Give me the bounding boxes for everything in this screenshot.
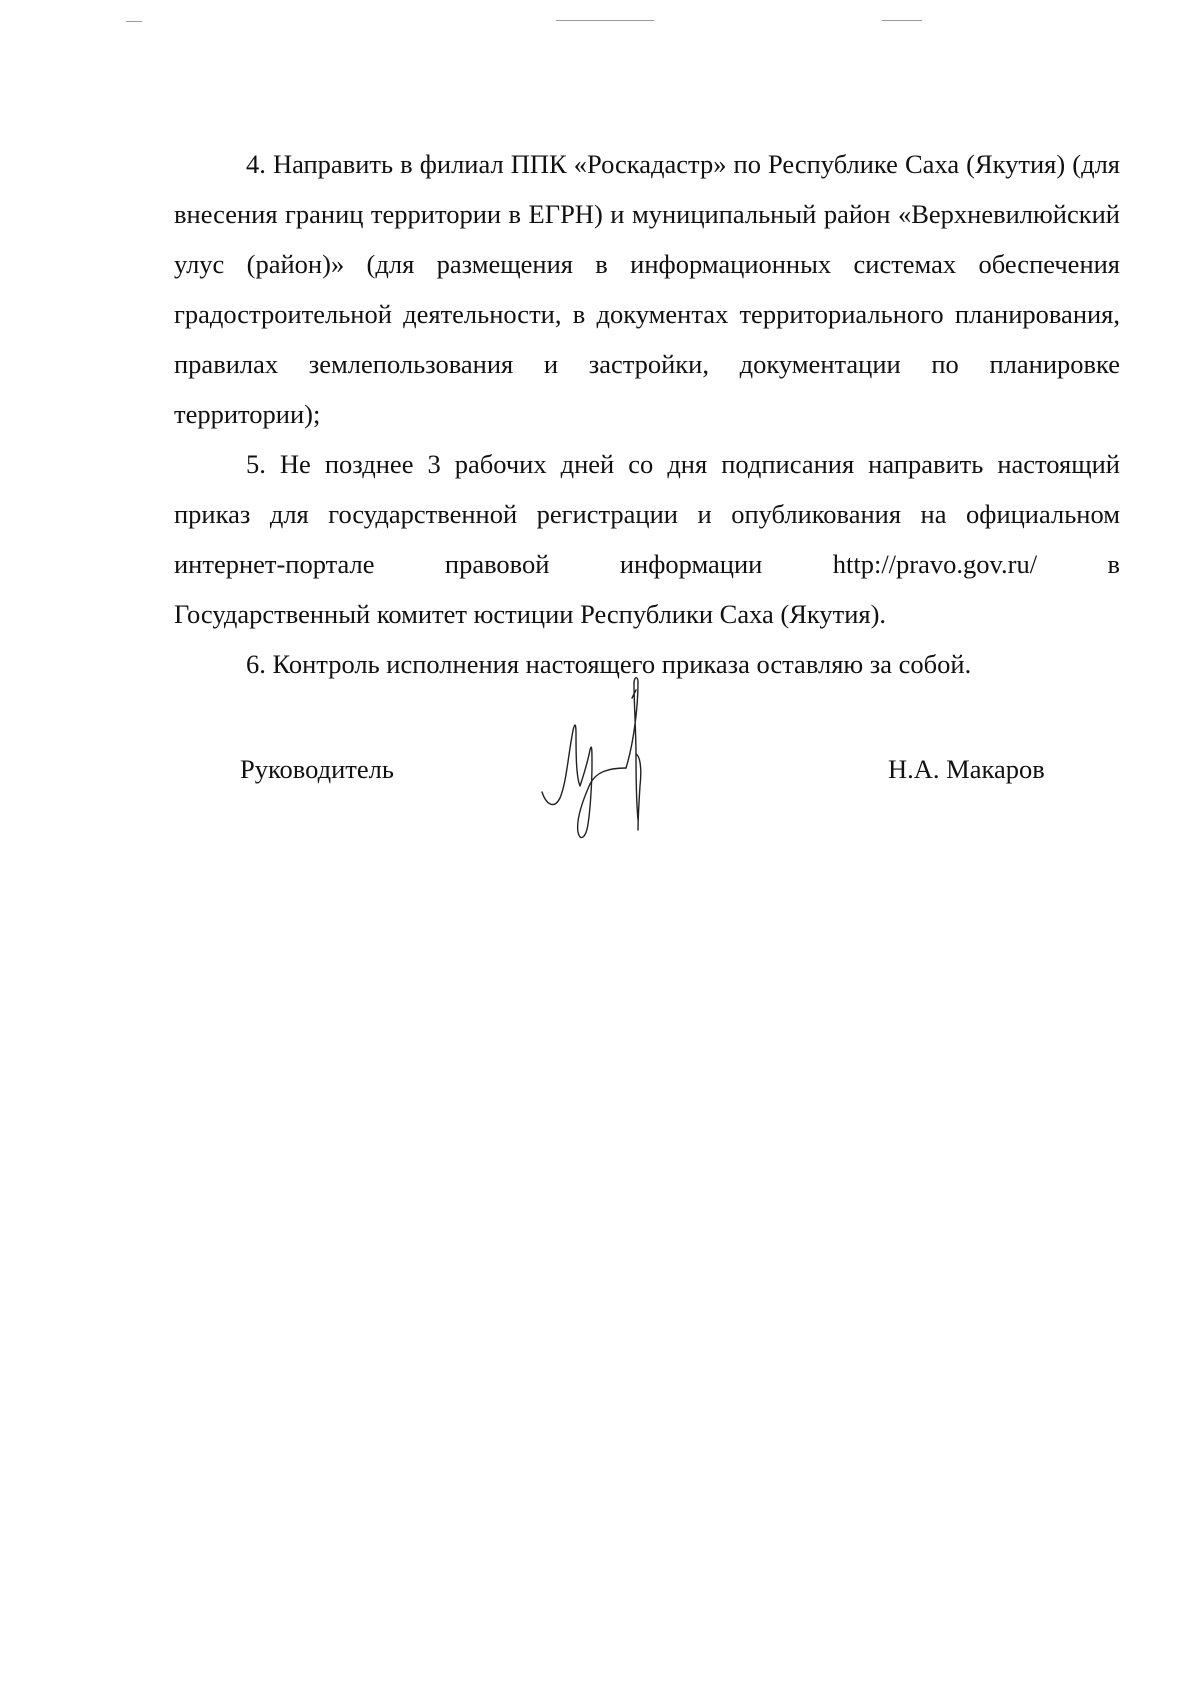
document-body: [174, 139, 1120, 689]
signatory-title: Руководитель: [240, 754, 394, 784]
handwritten-signature: [530, 672, 680, 862]
scan-mark: [882, 20, 922, 21]
signatory-name: Н.А. Макаров: [888, 754, 1045, 784]
paragraph-5: 5. Не позднее 3 рабочих дней со дня подписания направить настоящий приказ для государственной регистрации и опубликования на официальном интернет-портале правовой информации http://pravo.gov.ru/ в: [174, 449, 1120, 579]
scan-mark: [126, 21, 142, 22]
paragraph-4: 4. Направить в филиал ППК «Роскадастр» по Республике Саха (Якутия) (для внесения границ территории в ЕГРН) и муниципальный район «Верхневилюйский улус (район)» (для размещения в информационных системах обеспечения градостроительной деятельности, в документах территориального планирования, правилах землепользования и застройки, документации по планировке территории);: [174, 149, 1120, 429]
paragraph-5-continuation: Государственный комитет юстиции Республики Саха (Якутия).: [174, 599, 887, 629]
scan-mark: [556, 20, 654, 21]
paragraph-6: 6. Контроль исполнения настоящего приказа оставляю за собой.: [246, 649, 972, 679]
